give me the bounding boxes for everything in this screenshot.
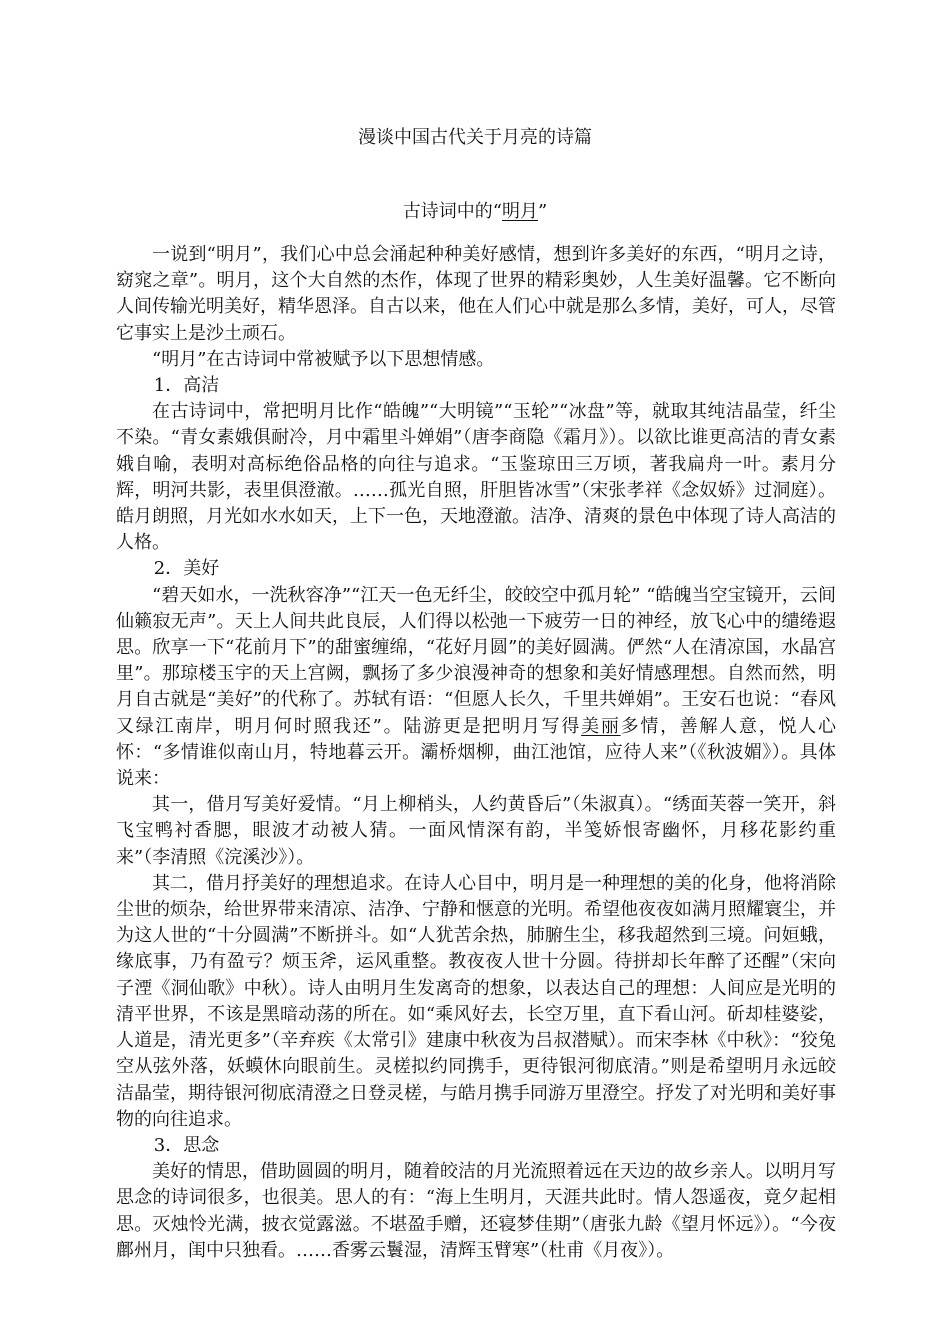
section-heading-beauty: 2．美好: [153, 558, 220, 580]
paragraph-text: “碧天如水，一洗秋容净”“江天一色无纤尘，皎皎空中孤月轮” “皓魄当空宝镜开，云间仙籁寂无声”。天上人间共此良辰，人们得以松弛一下疲劳一日的神经，放飞心中的缱绻遐思。欣享一下“花前月下”的甜蜜缠绵，“花好月圆”的美好圆满。俨然“人在清凉国，水晶宫里”。那琼楼玉宇的天上宫阙，飘扬了多少浪漫神奇的想象和美好情感理想。自然而然，明月自古就是“美好”的代称了。苏轼有语：“但愿人长久，千里共婵娟”。王安石也说：“春风又绿江南岸，明月何时照我还”。陆游更是把明月写得: [116, 584, 836, 737]
intro-paragraph: “明月”在古诗词中常被赋予以下思想情感。: [152, 348, 495, 370]
paragraph-text: 多情，善解人意，悦人心怀：“多情谁似南山月，特地暮云开。灞桥烟柳，曲江池馆，应待人来”（《秋波媚》）。具体说来：: [116, 715, 837, 790]
subtitle-underlined-word: 明月: [502, 201, 538, 222]
body-paragraph: 其二，借月抒美好的理想追求。在诗人心目中，明月是一种理想的美的化身，他将消除尘世的烦杂，给世界带来清凉、洁净、宁静和惬意的光明。希望他夜夜如满月照耀寰尘，并为这人世的“十分圆满”不断拼斗。如“人犹苦余热，肺腑生尘，移我超然到三境。问姮蛾，缘底事，乃有盈亏？烦玉斧，运风重整。教夜夜人世十分圆。待拼却长年醉了还醒”（宋向子湮《洞仙歌》中秋）。诗人由明月生发离奇的想象，以表达自己的理想：人间应是光明的清平世界，不该是黑暗动荡的所在。如“乘风好去，长空万里，直下看山河。斫却桂婆娑，人道是，清光更多”（辛弃疾《太常引》建康中秋夜为吕叔潜赋）。而宋李林《中秋》：“狡兔空从弦外落，妖蟆休向眼前生。灵槎拟约同携手，更待银河彻底清。”则是希望明月永远皎洁晶莹，期待银河彻底清澄之日登灵槎，与皓月携手同游万里澄空。抒发了对光明和美好事物的向往追求。: [116, 872, 836, 1130]
section-subtitle: [0, 198, 950, 226]
section-heading-longing: 3．思念: [153, 1134, 220, 1156]
subtitle-text-before: 古诗词中的“: [402, 201, 502, 222]
body-paragraph: 在古诗词中，常把明月比作“皓魄”“大明镜”“玉轮”“冰盘”等，就取其纯洁晶莹，纤尘不染。“青女素娥俱耐冷，月中霜里斗婵娟”（唐李商隐《霜月》）。以欲比谁更高洁的青女素娥自喻，表明对高标绝俗品格的向往与追求。“玉鉴琼田三万顷，著我扁舟一叶。素月分辉，明河共影，表里俱澄澈。……孤光自照，肝胆皆冰雪”（宋张孝祥《念奴娇》过洞庭）。 皓月朗照，月光如水水如天，上下一色，天地澄澈。洁净、清爽的景色中体现了诗人高洁的人格。: [116, 401, 836, 554]
document-title: 漫谈中国古代关于月亮的诗篇: [358, 127, 592, 148]
subtitle-text-after: ”: [538, 201, 548, 222]
body-paragraph: 美好的情思，借助圆圆的明月，随着皎洁的月光流照着远在天边的故乡亲人。以明月写思念的诗词很多，也很美。思人的有：“海上生明月，天涯共此时。情人怨遥夜，竟夕起相思。灭烛怜光满，披衣觉露滋。不堪盈手赠，还寝梦佳期”（唐张九龄《望月怀远》）。“今夜鄜州月，闺中只独看。……香雾云鬟湿，清辉玉臂寒”（杜甫《月夜》）。: [116, 1161, 836, 1261]
section-heading-purity: 1．高洁: [153, 375, 220, 397]
body-paragraph: [116, 583, 836, 793]
underlined-word: 美丽: [581, 715, 621, 737]
document-body: [116, 242, 836, 1264]
intro-paragraph: 一说到“明月”，我们心中总会涌起种种美好感情，想到许多美好的东西，“明月之诗，窈窕之章”。明月，这个大自然的杰作，体现了世界的精彩奥妙，人生美好温馨。它不断向人间传输光明美好，精华恩泽。自古以来，他在人们心中就是那么多情，美好，可人，尽管它事实上是沙土顽石。: [116, 244, 836, 344]
body-paragraph: 其一，借月写美好爱情。“月上柳梢头，人约黄昏后”（朱淑真）。“绣面芙蓉一笑开，斜飞宝鸭衬香腮，眼波才动被人猜。一面风情深有韵，半笺娇恨寄幽怀，月移花影约重来”（李清照《浣溪沙》）。: [116, 794, 836, 868]
